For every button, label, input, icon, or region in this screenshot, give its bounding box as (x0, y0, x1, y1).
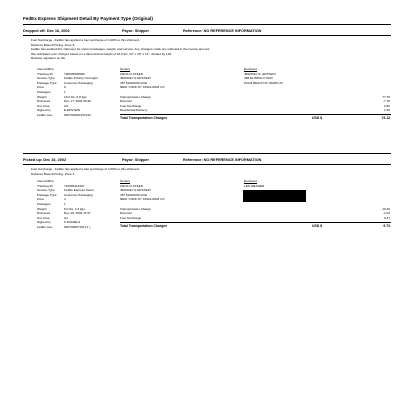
detail-value: Customer Packaging (64, 192, 93, 197)
detail-label: Packages (37, 90, 51, 94)
total-amount: 9.73 (383, 224, 390, 228)
total-label: Total Transportation Charges (120, 116, 168, 120)
charge-label: Transportation Charge (120, 94, 151, 99)
sender-line: CECILIA STEEN (120, 71, 144, 76)
detail-value: 1 (64, 202, 66, 206)
detail-label: Service Type (37, 76, 55, 81)
sender-line: JEFFREY E EPSTEIN (120, 188, 151, 193)
charge-label: Discount (120, 99, 133, 104)
sender-line: 457 MADISON AVE (120, 192, 148, 197)
detail-label: FedEx Use (37, 225, 53, 229)
reference-label: Reference: NO REFERENCE INFORMATION (183, 158, 262, 162)
sender-line: JEFFREY E EPSTEIN (120, 76, 151, 81)
detail-value: 92070208/0157432 (64, 113, 91, 117)
charge-amount: 0.37 (383, 215, 390, 220)
detail-label: Svc Area (37, 103, 50, 108)
payor-label: Payor: Shipper (122, 158, 150, 162)
sender-line: CECILIA STEEN (120, 183, 144, 188)
charge-label: Residential Delivery (120, 108, 148, 113)
redaction-box (243, 190, 306, 202)
charge-label: Fuel Surcharge (120, 103, 142, 108)
detail-label: InternetShip (37, 179, 54, 183)
note-line: Distance Based Pricing, Zone 4 (31, 171, 75, 176)
charge-amount: 2.80 (383, 103, 390, 108)
divider (23, 24, 391, 25)
tracking-id: 790605082089 (64, 71, 85, 76)
detail-label: Zone (37, 197, 45, 202)
detail-label: Tracking ID (37, 183, 53, 188)
divider (120, 222, 391, 223)
note-line: Release signature on file. (31, 56, 66, 61)
detail-value: K.DANIELS (64, 220, 81, 225)
recipient-heading: Recipient (244, 67, 257, 71)
tracking-id: 791996415167 (64, 183, 85, 188)
recipient-heading: Recipient (244, 179, 257, 183)
detail-value: FedEx Priority Overnight (64, 76, 98, 81)
note-line: Distance Based Pricing, Zone 8 (31, 42, 75, 47)
note-line: We calculated your charges based on a dimensional weight of 24.0 lbs, 24" x 16" x 12", divided by 194. (31, 51, 172, 56)
charge-amount: 1.35 (383, 108, 390, 113)
charge-label: Discount (120, 211, 133, 216)
detail-value: 92070380715171 /_ (64, 225, 92, 229)
recipient-line: PALM BEACH FL 33480 US (244, 80, 283, 85)
detail-value: 15.0 lbs, 6.8 kgs (64, 94, 87, 99)
detail-value: A2 (64, 215, 68, 220)
sender-line: NEW YORK NY 10022-6843 US (120, 197, 165, 202)
divider (120, 114, 391, 115)
recipient-line: LES WEXNER (244, 183, 265, 188)
payor-label: Payor: Shipper (122, 29, 150, 33)
charge-amount: 77.75 (382, 94, 390, 99)
note-line: Fuel Surcharge - FedEx has applied a fuel surcharge of 4.00% to this shipment. (31, 167, 141, 171)
divider (23, 164, 391, 165)
charge-amount: -7.78 (382, 99, 390, 104)
detail-value: FedEx Express Saver (64, 188, 94, 193)
detail-label: Service Type (37, 188, 55, 193)
divider (23, 35, 391, 36)
detail-value: 1 (64, 90, 66, 94)
detail-label: Package Type (37, 192, 57, 197)
document-title: FedEx Express Shipment Detail By Payment Type (Original) (23, 16, 153, 21)
detail-label: Signed by (37, 220, 51, 225)
detail-label: Tracking ID (37, 71, 53, 76)
shipment-date: Picked up: Dec 16, 2002 (23, 158, 67, 162)
total-label: Total Transportation Charges (120, 224, 168, 228)
recipient-line: 358 EL BRILLO WAY (244, 76, 274, 81)
detail-label: Weight (37, 206, 47, 211)
total-currency: USD $ (312, 116, 322, 120)
divider (23, 153, 391, 154)
detail-label: Zone (37, 85, 45, 90)
detail-label: Weight (37, 94, 47, 99)
sender-heading: Sender (120, 179, 130, 183)
detail-value: Dec 18, 2002 11:57 (64, 211, 91, 216)
detail-label: Delivered (37, 99, 51, 104)
note-line: Fuel Surcharge - FedEx has applied a fuel surcharge of 4.00% to this shipment. (31, 38, 141, 42)
detail-value: 5.0 lbs, 2.3 kgs (64, 206, 85, 211)
sender-heading: Sender (120, 67, 130, 71)
detail-value: 4 (64, 197, 66, 202)
charge-label: Transportation Charge (120, 206, 151, 211)
detail-value: AA (64, 103, 69, 108)
reference-label: Reference: NO REFERENCE INFORMATION (183, 29, 262, 33)
detail-label: Delivered (37, 211, 51, 216)
detail-value: 8 (64, 85, 66, 90)
detail-label: Packages (37, 202, 51, 206)
detail-value: E.EPSTEIN (64, 108, 81, 113)
detail-label: Signed by (37, 108, 51, 113)
sender-line: 457 MADISON AVE (120, 80, 148, 85)
detail-label: FedEx Use (37, 113, 53, 117)
total-amount: 74.12 (381, 116, 390, 120)
detail-label: InternetShip (37, 67, 54, 71)
recipient-line: JEFFREY E. EPSTEIN (244, 71, 276, 76)
detail-label: Package Type (37, 80, 57, 85)
note-line: FedEx has audited this shipment for correct packages, weight, and service. Any changes made are reflected in the invoice amount. (31, 47, 211, 52)
detail-value: Dec 17, 2002 09:40 (64, 99, 92, 104)
total-currency: USD $ (312, 224, 322, 228)
charge-amount: 10.45 (382, 206, 390, 211)
sender-line: NEW YORK NY 10022-6843 US (120, 85, 165, 90)
charge-amount: -1.04 (382, 211, 390, 216)
charge-label: Fuel Surcharge (120, 215, 142, 220)
shipment-date: Dropped off: Dec 16, 2002 (23, 29, 70, 33)
detail-label: Svc Area (37, 215, 50, 220)
detail-value: Customer Packaging (64, 80, 93, 85)
